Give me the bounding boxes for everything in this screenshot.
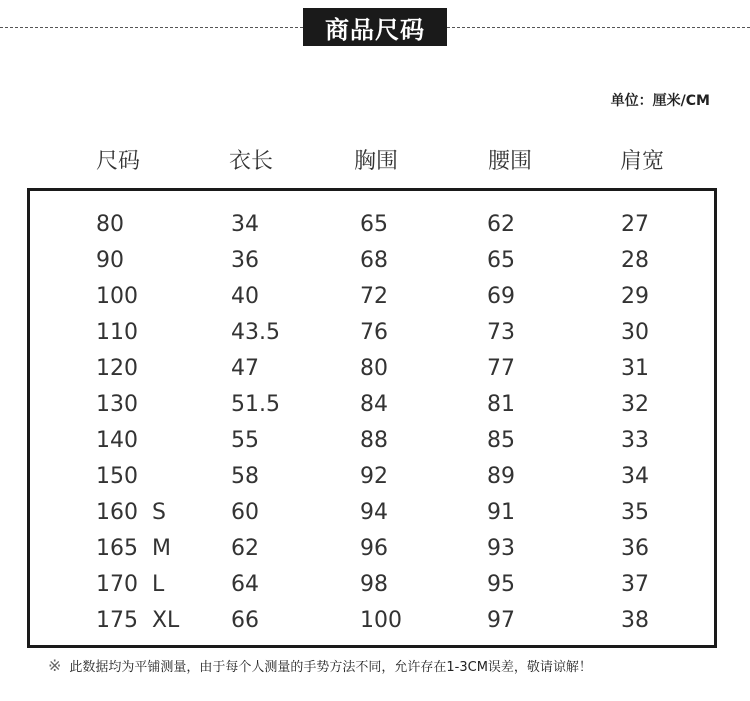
table-row xyxy=(30,207,714,243)
table-row xyxy=(30,531,714,567)
cell-size: 175 XL xyxy=(96,608,180,633)
cell-length: 36 xyxy=(231,248,259,273)
unit-label: 单位：厘米/CM xyxy=(610,93,710,109)
cell-waist: 95 xyxy=(487,572,515,597)
cell-waist: 85 xyxy=(487,428,515,453)
cell-length: 51.5 xyxy=(231,392,280,417)
cell-shoulder: 27 xyxy=(621,212,649,237)
table-row xyxy=(30,495,714,531)
cell-shoulder: 38 xyxy=(621,608,649,633)
cell-shoulder: 33 xyxy=(621,428,649,453)
table-row xyxy=(30,603,714,639)
cell-waist: 93 xyxy=(487,536,515,561)
table-row xyxy=(30,279,714,315)
cell-size: 150 xyxy=(96,464,138,489)
table-row xyxy=(30,351,714,387)
cell-chest: 94 xyxy=(360,500,388,525)
cell-size: 120 xyxy=(96,356,138,381)
cell-shoulder: 36 xyxy=(621,536,649,561)
table-row xyxy=(30,459,714,495)
cell-chest: 88 xyxy=(360,428,388,453)
cell-shoulder: 30 xyxy=(621,320,649,345)
cell-waist: 97 xyxy=(487,608,515,633)
column-header-shoulder: 肩宽 xyxy=(620,149,665,174)
cell-waist: 81 xyxy=(487,392,515,417)
footnote xyxy=(48,656,592,675)
table-row xyxy=(30,567,714,603)
cell-length: 55 xyxy=(231,428,259,453)
cell-size: 80 xyxy=(96,212,124,237)
cell-size: 140 xyxy=(96,428,138,453)
column-header-chest: 胸围 xyxy=(354,149,399,174)
cell-shoulder: 34 xyxy=(621,464,649,489)
cell-chest: 68 xyxy=(360,248,388,273)
cell-size: 130 xyxy=(96,392,138,417)
cell-size: 160 S xyxy=(96,500,166,525)
cell-shoulder: 32 xyxy=(621,392,649,417)
cell-length: 58 xyxy=(231,464,259,489)
cell-chest: 76 xyxy=(360,320,388,345)
cell-shoulder: 28 xyxy=(621,248,649,273)
cell-size: 110 xyxy=(96,320,138,345)
cell-waist: 69 xyxy=(487,284,515,309)
cell-chest: 98 xyxy=(360,572,388,597)
cell-chest: 84 xyxy=(360,392,388,417)
header-divider-left xyxy=(0,27,303,28)
cell-length: 64 xyxy=(231,572,259,597)
cell-waist: 89 xyxy=(487,464,515,489)
cell-size: 170 L xyxy=(96,572,165,597)
cell-length: 60 xyxy=(231,500,259,525)
column-header-waist: 腰围 xyxy=(488,149,533,174)
cell-waist: 65 xyxy=(487,248,515,273)
cell-size: 165 M xyxy=(96,536,171,561)
asterisk-icon: ※ xyxy=(48,656,62,675)
cell-waist: 62 xyxy=(487,212,515,237)
cell-length: 62 xyxy=(231,536,259,561)
cell-chest: 65 xyxy=(360,212,388,237)
cell-chest: 100 xyxy=(360,608,402,633)
cell-length: 40 xyxy=(231,284,259,309)
cell-waist: 73 xyxy=(487,320,515,345)
cell-chest: 96 xyxy=(360,536,388,561)
cell-length: 47 xyxy=(231,356,259,381)
cell-shoulder: 31 xyxy=(621,356,649,381)
table-row xyxy=(30,315,714,351)
header-divider-right xyxy=(447,27,750,28)
cell-chest: 72 xyxy=(360,284,388,309)
cell-shoulder: 35 xyxy=(621,500,649,525)
cell-shoulder: 29 xyxy=(621,284,649,309)
cell-chest: 92 xyxy=(360,464,388,489)
cell-size: 90 xyxy=(96,248,124,273)
footnote-text: 此数据均为平铺测量，由于每个人测量的手势方法不同，允许存在1-3CM误差，敬请谅解！ xyxy=(69,660,592,675)
table-row xyxy=(30,243,714,279)
cell-length: 34 xyxy=(231,212,259,237)
table-row xyxy=(30,387,714,423)
cell-length: 43.5 xyxy=(231,320,280,345)
cell-shoulder: 37 xyxy=(621,572,649,597)
cell-length: 66 xyxy=(231,608,259,633)
page-title: 商品尺码 xyxy=(303,8,447,46)
cell-waist: 77 xyxy=(487,356,515,381)
cell-waist: 91 xyxy=(487,500,515,525)
column-header-size: 尺码 xyxy=(96,149,141,174)
cell-chest: 80 xyxy=(360,356,388,381)
size-table xyxy=(27,188,717,648)
table-row xyxy=(30,423,714,459)
cell-size: 100 xyxy=(96,284,138,309)
column-header-length: 衣长 xyxy=(229,149,274,174)
